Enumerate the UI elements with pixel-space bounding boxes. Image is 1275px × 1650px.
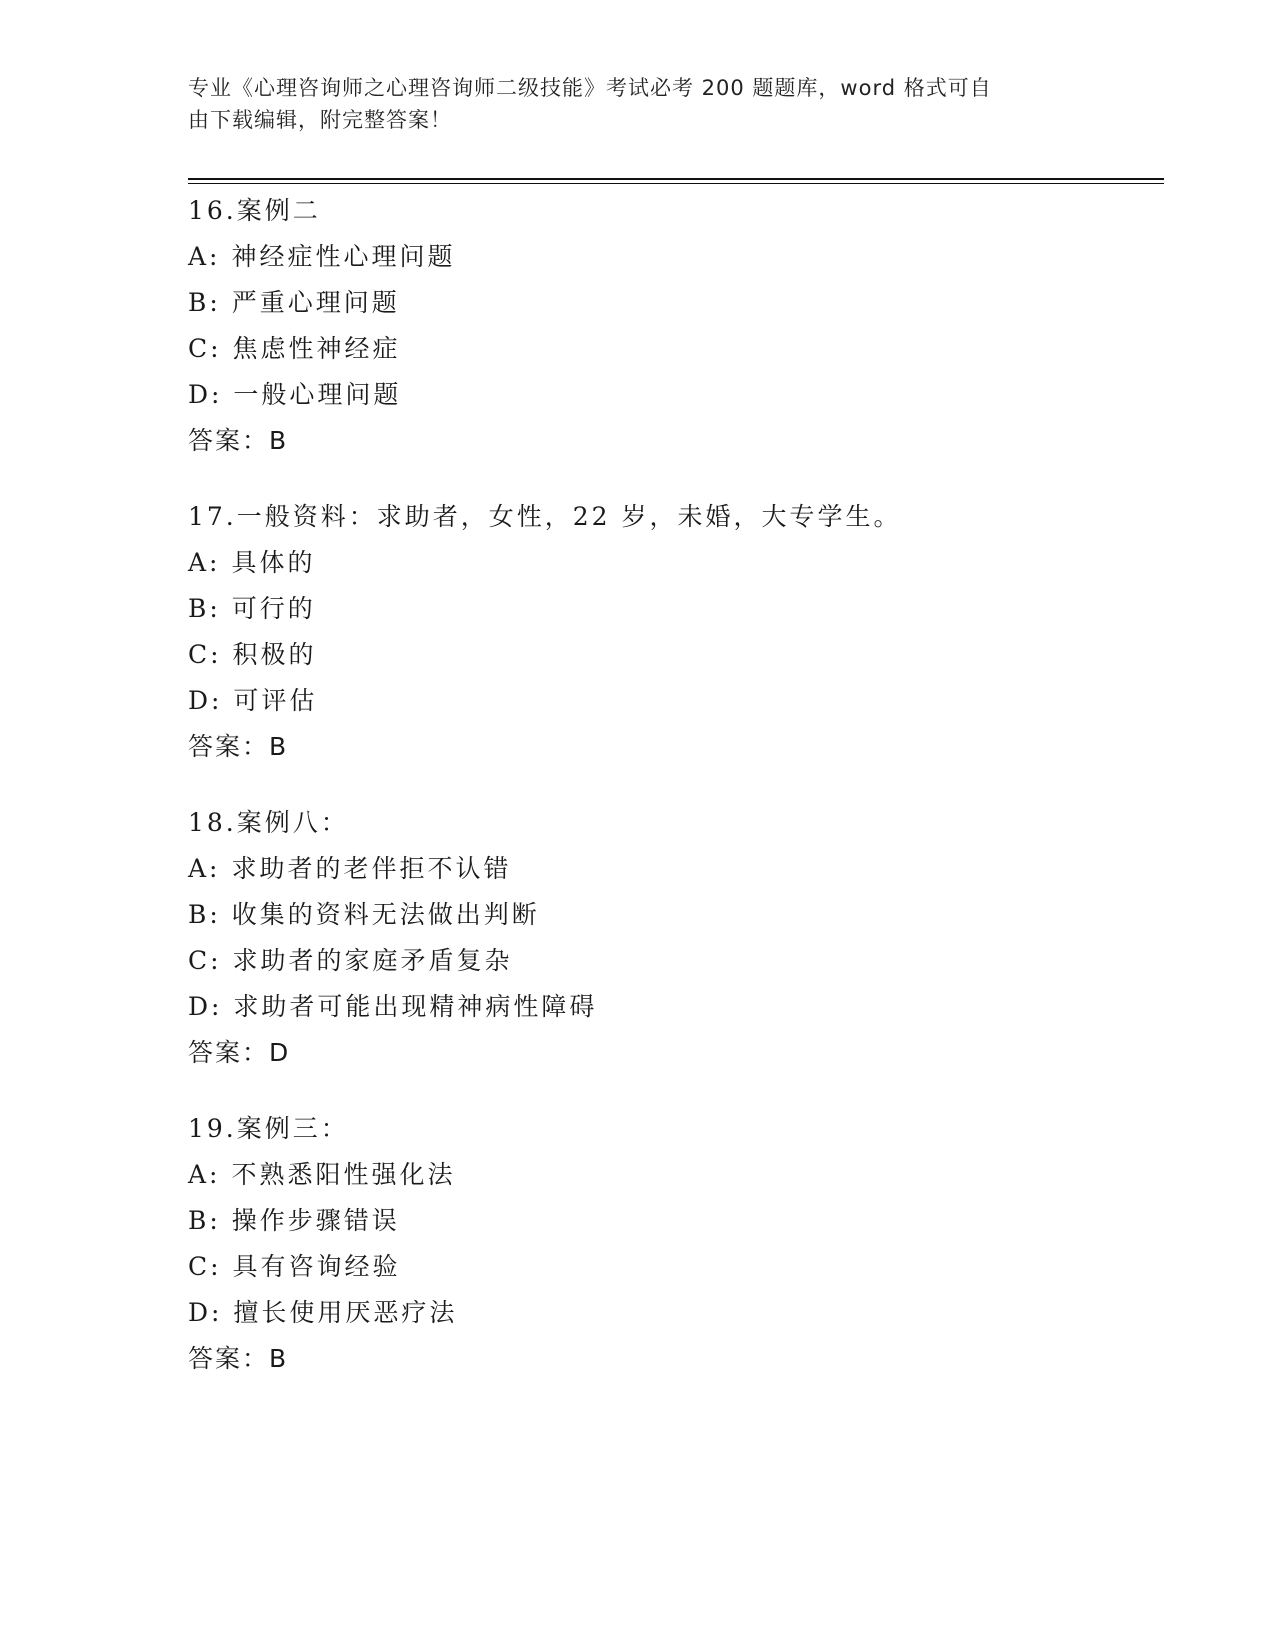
option-b [188,586,1164,632]
document-header [188,72,1068,136]
option-text: 积极的 [232,640,317,669]
question-stem [188,188,1164,234]
option-letter: C: [188,1252,222,1281]
answer-line: 答案：B [188,732,289,761]
option-letter: A: [188,548,221,577]
option-b [188,280,1164,326]
option-letter: A: [188,854,221,883]
option-text: 收集的资料无法做出判断 [231,900,540,929]
question-text: 案例二 [236,196,321,225]
option-letter: D: [188,1298,223,1327]
question-number: 18. [188,808,237,837]
question-text: 一般资料：求助者，女性，22 岁，未婚，大专学生。 [236,502,902,531]
option-text: 不熟悉阳性强化法 [231,1160,456,1189]
option-text: 具体的 [231,548,316,577]
header-line-1: 专业《心理咨询师之心理咨询师二级技能》考试必考 200 题题库，word 格式可自 [188,76,992,100]
option-c [188,326,1164,372]
option-letter: C: [188,334,222,363]
option-text: 可评估 [233,686,318,715]
option-d [188,372,1164,418]
option-letter: D: [188,686,223,715]
option-a [188,1152,1164,1198]
question-17 [188,494,1164,770]
question-list [188,188,1164,1412]
option-letter: A: [188,1160,221,1189]
option-text: 可行的 [231,594,316,623]
option-b [188,892,1164,938]
question-stem [188,494,1164,540]
option-text: 求助者可能出现精神病性障碍 [233,992,598,1021]
option-letter: B: [188,288,221,317]
option-text: 具有咨询经验 [232,1252,401,1281]
header-divider-thin [188,183,1164,184]
option-letter: B: [188,1206,221,1235]
option-letter: D: [188,380,223,409]
question-stem [188,800,1164,846]
option-c [188,1244,1164,1290]
option-text: 严重心理问题 [231,288,400,317]
question-16 [188,188,1164,464]
option-letter: C: [188,946,222,975]
option-letter: B: [188,594,221,623]
option-d [188,1290,1164,1336]
option-text: 擅长使用厌恶疗法 [233,1298,458,1327]
option-c [188,938,1164,984]
option-letter: D: [188,992,223,1021]
answer-line: 答案：D [188,1038,291,1067]
question-18 [188,800,1164,1076]
option-a [188,846,1164,892]
option-text: 一般心理问题 [233,380,402,409]
answer-line: 答案：B [188,1344,289,1373]
option-a [188,234,1164,280]
option-d [188,984,1164,1030]
option-text: 操作步骤错误 [231,1206,400,1235]
question-number: 17. [188,502,237,531]
option-letter: A: [188,242,221,271]
question-text: 案例八： [236,808,349,837]
question-19 [188,1106,1164,1382]
option-text: 求助者的老伴拒不认错 [231,854,512,883]
answer-line: 答案：B [188,426,289,455]
option-a [188,540,1164,586]
option-text: 神经症性心理问题 [231,242,456,271]
header-divider-thick [188,178,1164,180]
question-stem [188,1106,1164,1152]
option-text: 求助者的家庭矛盾复杂 [232,946,513,975]
question-number: 16. [188,196,237,225]
question-text: 案例三： [236,1114,349,1143]
question-number: 19. [188,1114,237,1143]
option-d [188,678,1164,724]
option-c [188,632,1164,678]
option-letter: C: [188,640,222,669]
option-text: 焦虑性神经症 [232,334,401,363]
option-b [188,1198,1164,1244]
header-line-2: 由下载编辑，附完整答案！ [188,108,452,132]
option-letter: B: [188,900,221,929]
